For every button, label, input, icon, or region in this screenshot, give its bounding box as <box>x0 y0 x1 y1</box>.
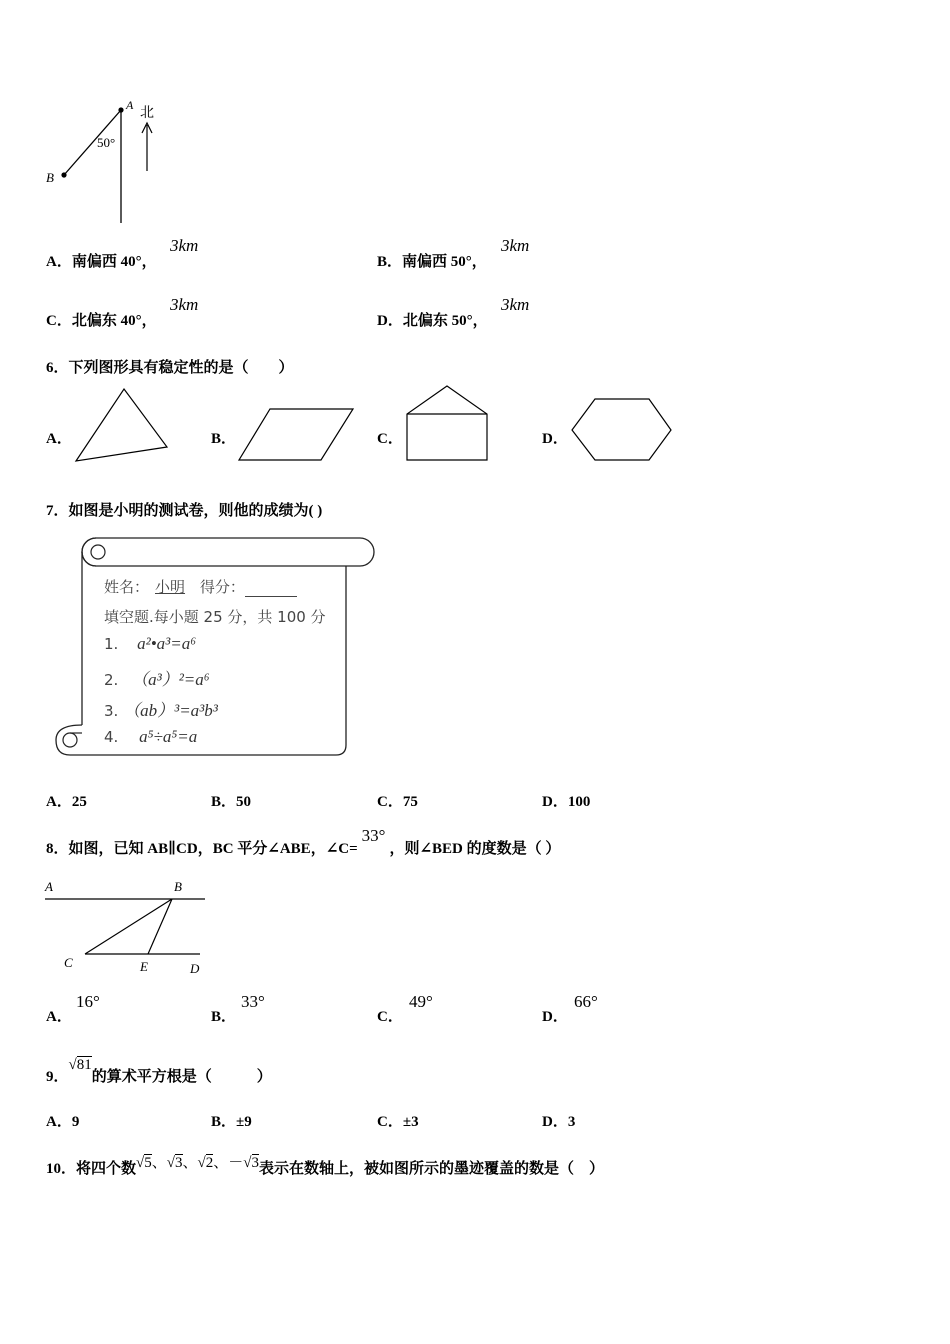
q5-option-c-dist: 3km <box>170 295 199 314</box>
q9-option-d[interactable]: D．3 <box>542 1114 576 1130</box>
house-pentagon-shape <box>403 383 493 465</box>
svg-text:C: C <box>64 955 73 970</box>
hexagon-shape <box>568 395 676 465</box>
sqrt-81: √81 <box>68 1057 92 1073</box>
paper-item-2: 2. （a³）²=a⁶ <box>104 670 210 689</box>
q5-option-b-dist: 3km <box>501 236 530 255</box>
parallelogram-shape <box>234 405 359 465</box>
paper-name-row: 姓名： 小明 得分： <box>104 576 297 597</box>
point-b-label: B <box>46 170 54 185</box>
q6-option-b[interactable]: B． <box>211 431 237 447</box>
q5-option-d[interactable]: D．北偏东 50°， <box>377 313 488 329</box>
q5-option-c[interactable]: C．北偏东 40°， <box>46 313 157 329</box>
svg-text:D: D <box>190 961 200 976</box>
svg-text:A: A <box>45 879 53 894</box>
q5-option-a-dist: 3km <box>170 236 199 255</box>
north-label: 北 <box>140 106 154 121</box>
q6-option-d[interactable]: D． <box>542 431 568 447</box>
q9-option-c[interactable]: C．±3 <box>377 1114 419 1130</box>
q7-stem: 7．如图是小明的测试卷，则他的成绩为( ) <box>46 503 323 519</box>
q7-option-a[interactable]: A．25 <box>46 794 87 810</box>
triangle-shape <box>70 385 175 467</box>
q9-stem: 9．√81的算术平方根是（ ） <box>46 1057 272 1085</box>
q8-option-b-value: 33° <box>241 992 265 1011</box>
point-a-label: A <box>126 98 134 112</box>
svg-text:E: E <box>140 959 148 974</box>
sqrt-list: √5、√3、√2、－√3 <box>136 1155 260 1171</box>
q6-option-a[interactable]: A． <box>46 431 72 447</box>
q6-option-c[interactable]: C． <box>377 431 403 447</box>
q5-option-b[interactable]: B．南偏西 50°， <box>377 254 487 270</box>
q8-option-b[interactable]: B． <box>211 1009 237 1025</box>
q9-option-a[interactable]: A．9 <box>46 1114 80 1130</box>
q8-option-a-value: 16° <box>76 992 100 1011</box>
q7-option-c[interactable]: C．75 <box>377 794 418 810</box>
paper-item-1: 1. a²•a³=a⁶ <box>104 634 197 653</box>
q9-option-b[interactable]: B．±9 <box>211 1114 252 1130</box>
q8-option-d-value: 66° <box>574 992 598 1011</box>
q10-stem: 10．将四个数√5、√3、√2、－√3表示在数轴上，被如图所示的墨迹覆盖的数是（ ） <box>46 1155 605 1177</box>
svg-text:B: B <box>174 879 182 894</box>
test-paper-scroll <box>50 535 380 760</box>
paper-name-value: 小明 <box>155 578 186 596</box>
q8-option-c-value: 49° <box>409 992 433 1011</box>
paper-item-3: 3. （ab）³=a³b³ <box>104 701 218 720</box>
q8-option-c[interactable]: C． <box>377 1009 403 1025</box>
q8-parallel-lines-figure <box>40 875 220 980</box>
q5-option-d-dist: 3km <box>501 295 530 314</box>
q8-option-a[interactable]: A． <box>46 1009 72 1025</box>
score-blank[interactable] <box>245 582 297 597</box>
q6-stem: 6．下列图形具有稳定性的是（ ） <box>46 360 294 376</box>
paper-item-4: 4. a⁵÷a⁵=a <box>104 727 198 746</box>
q8-option-d[interactable]: D． <box>542 1009 568 1025</box>
q8-stem: 8．如图，已知 AB∥CD，BC 平分∠ABE，∠C=33°，则∠BED 的度数是（ ） <box>46 826 561 857</box>
q5-option-a[interactable]: A．南偏西 40°， <box>46 254 157 270</box>
q7-option-b[interactable]: B．50 <box>211 794 252 810</box>
angle-label: 50° <box>97 135 116 150</box>
paper-instruction: 填空题.每小题 25 分，共 100 分 <box>104 608 326 626</box>
q5-compass-figure <box>40 95 170 230</box>
q7-option-d[interactable]: D．100 <box>542 794 591 810</box>
